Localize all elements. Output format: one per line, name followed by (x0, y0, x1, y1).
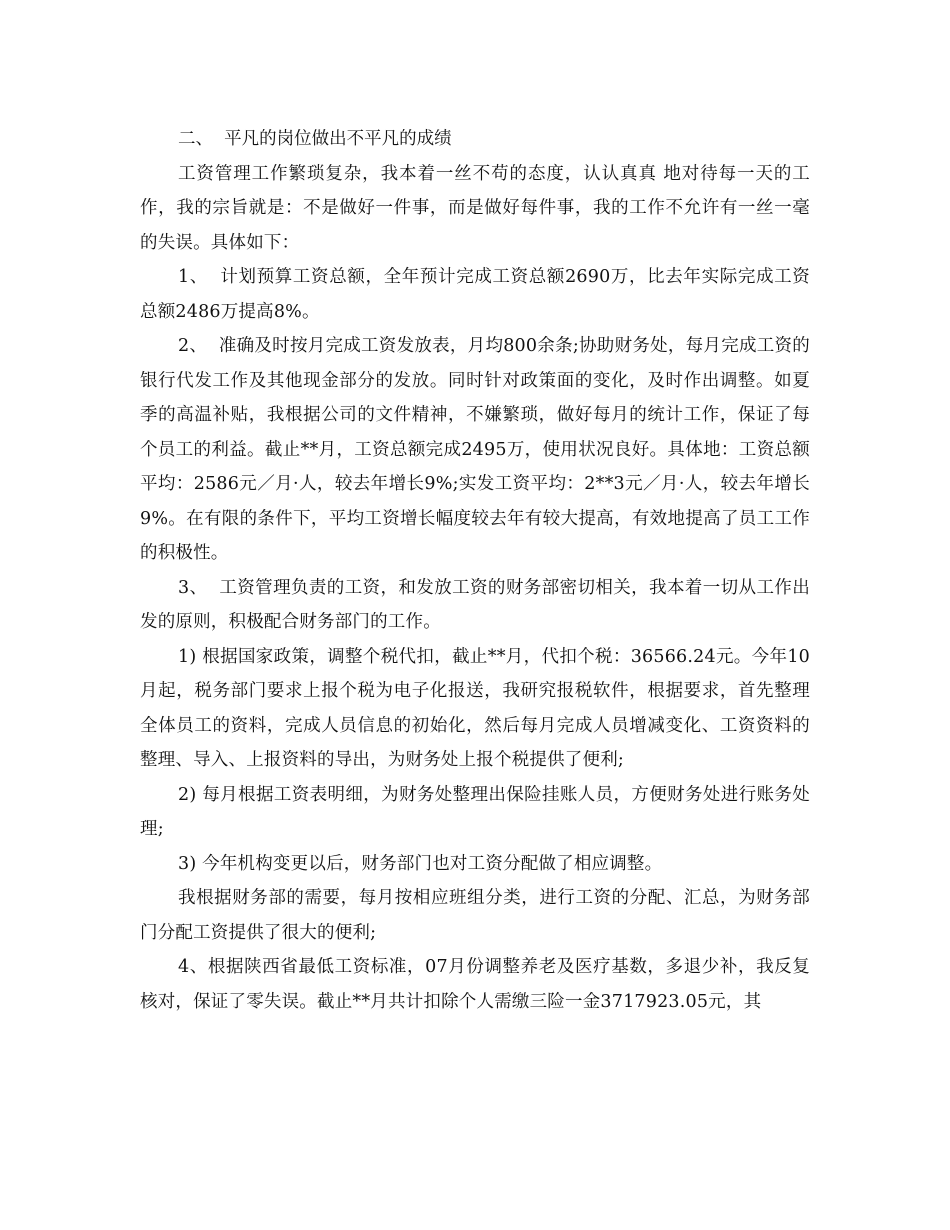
paragraph-item-4: 4、根据陕西省最低工资标准，07月份调整养老及医疗基数，多退少补，我反复核对，保证了零失误。截止**月共计扣除个人需缴三险一金3717923.05元，其 (140, 957, 810, 1012)
paragraph-item-1: 1、 计划预算工资总额，全年预计完成工资总额2690万，比去年实际完成工资总额2486万提高8%。 (140, 267, 810, 322)
paragraph-subitem-3-detail: 我根据财务部的需要，每月按相应班组分类，进行工资的分配、汇总，为财务部门分配工资提供了很大的便利; (140, 888, 810, 943)
paragraph-subitem-1: 1) 根据国家政策，调整个税代扣，截止**月，代扣个税：36566.24元。今年10月起，税务部门要求上报个税为电子化报送，我研究报税软件，根据要求，首先整理全体员工的资料，完成人员信息的初始化，然后每月完成人员增减变化、工资资料的整理、导入、上报资料的导出，为财务处上报个税提供了便利; (140, 646, 810, 770)
paragraph-subitem-3: 3) 今年机构变更以后，财务部门也对工资分配做了相应调整。 (178, 853, 663, 874)
paragraph-intro: 工资管理工作繁琐复杂，我本着一丝不苟的态度，认认真真 地对待每一天的工作，我的宗旨就是：不是做好一件事，而是做好每件事，我的工作不允许有一丝一毫的失误。具体如下： (140, 163, 810, 253)
document-body (140, 122, 810, 1019)
paragraph-item-3: 3、 工资管理负责的工资，和发放工资的财务部密切相关，我本着一切从工作出发的原则，积极配合财务部门的工作。 (140, 577, 810, 632)
paragraph-item-2: 2、 准确及时按月完成工资发放表，月均800余条;协助财务处，每月完成工资的银行代发工作及其他现金部分的发放。同时针对政策面的变化，及时作出调整。如夏季的高温补贴，我根据公司的文件精神，不嫌繁琐，做好每月的统计工作，保证了每个员工的利益。截止**月，工资总额完成2495万，使用状况良好。具体地：工资总额平均：2586元／月·人，较去年增长9%;实发工资平均：2**3元／月·人，较去年增长9%。在有限的条件下，平均工资增长幅度较去年有较大提高，有效地提高了员工工作的积极性。 (140, 336, 810, 563)
section-heading: 二、 平凡的岗位做出不平凡的成绩 (178, 129, 452, 149)
paragraph-subitem-2: 2) 每月根据工资表明细，为财务处整理出保险挂账人员，方便财务处进行账务处理; (140, 784, 810, 839)
